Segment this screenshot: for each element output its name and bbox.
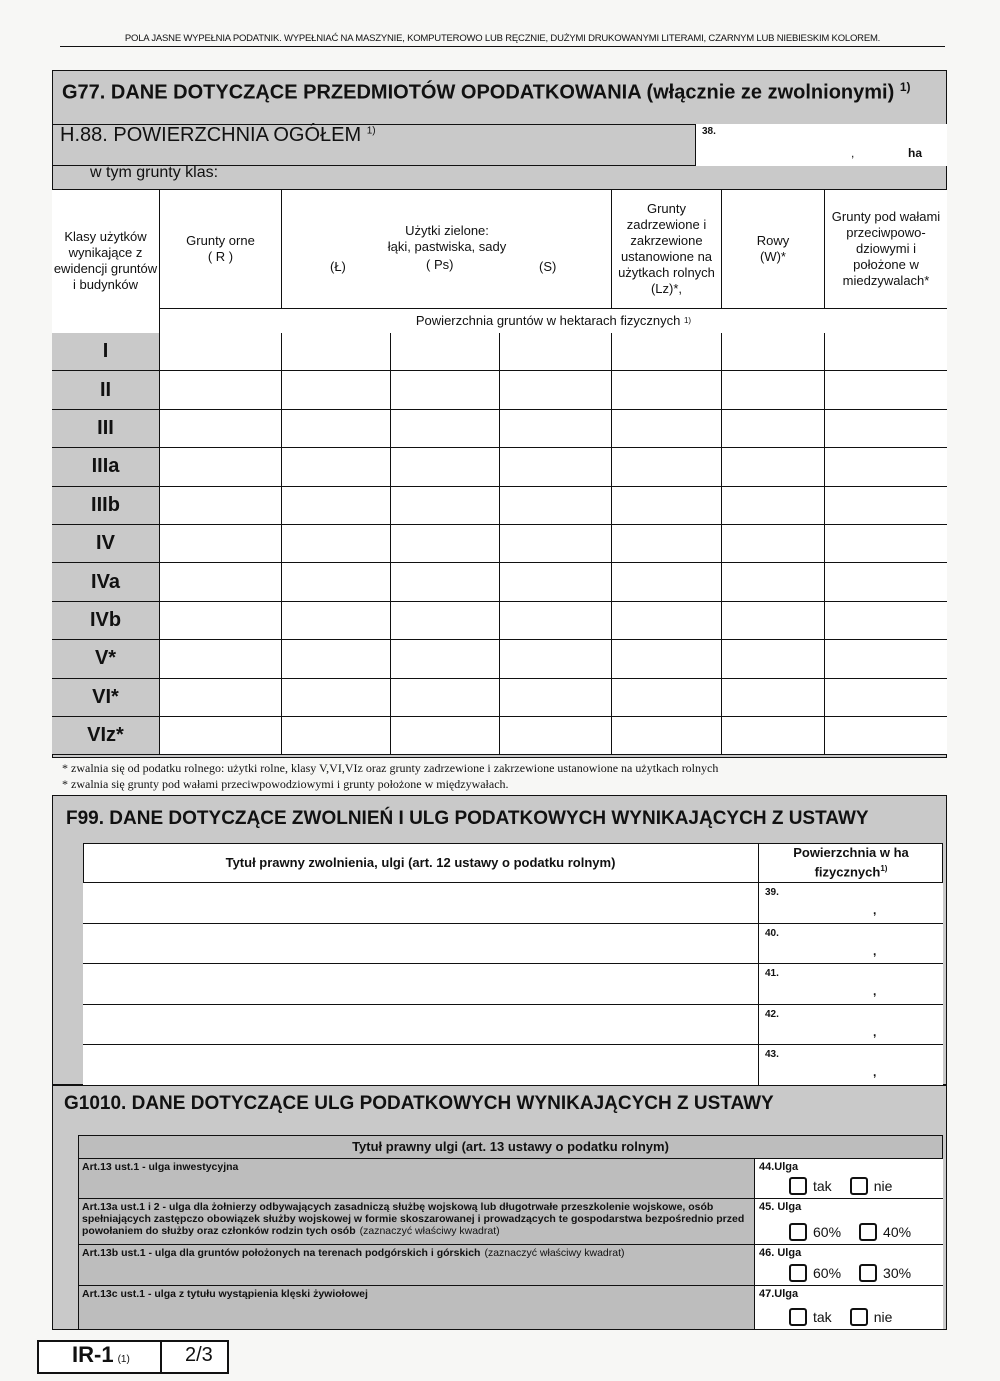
col-header-lz: Grunty zadrzewione i zakrzewione ustanowione na użytkach rolnych (Lz)*, — [612, 189, 722, 309]
area-input-orne[interactable] — [160, 333, 282, 371]
exemption-title-input[interactable] — [83, 1005, 759, 1046]
exemption-comma: , — [873, 903, 877, 917]
area-input-waly[interactable] — [825, 563, 947, 601]
area-input-s[interactable] — [500, 602, 612, 640]
area-input-lz[interactable] — [612, 717, 722, 755]
relief-title — [78, 1286, 755, 1330]
section-g77-title: G77. DANE DOTYCZĄCE PRZEDMIOTÓW OPODATKOWANIA (włącznie ze zwolnionymi) $^{1)}$ — [62, 80, 911, 104]
col-header-waly: Grunty pod wałami przeciwpowo- dziowymi i położone w miedzywalach* — [825, 189, 947, 309]
area-input-l[interactable] — [282, 487, 391, 525]
relief-choice — [755, 1159, 943, 1199]
w-tym-label: w tym grunty klas: — [90, 164, 219, 181]
col-header-rowy: Rowy (W)* — [722, 189, 825, 309]
relief-option-label: 60% — [813, 1265, 842, 1281]
relief-title — [78, 1245, 755, 1286]
relief-option-1[interactable] — [789, 1177, 832, 1195]
header-rule — [60, 46, 945, 47]
area-input-s[interactable] — [500, 487, 612, 525]
relief-option-2[interactable] — [850, 1177, 893, 1195]
relief-title-text: Art.13b ust.1 - ulga dla gruntów położonych na terenach podgórskich i górskich — [82, 1247, 481, 1259]
relief-option-2[interactable] — [859, 1223, 911, 1241]
area-input-l[interactable] — [282, 679, 391, 717]
class-label: IVa — [52, 563, 160, 601]
exemption-title-input[interactable] — [83, 883, 759, 924]
relief-title-text: Art.13c ust.1 - ulga z tytułu wystąpienia klęski żywiołowej — [82, 1288, 368, 1300]
class-label: V* — [52, 640, 160, 678]
area-input-l[interactable] — [282, 448, 391, 486]
area-input-ps[interactable] — [391, 640, 500, 678]
total-area-field[interactable] — [695, 124, 947, 166]
exemption-field-number: 42. — [765, 1008, 779, 1020]
area-input-orne[interactable] — [160, 410, 282, 448]
class-label: II — [52, 371, 160, 409]
footnote-1: * zwalnia się od podatku rolnego: użytki rolne, klasy V,VI,VIz oraz grunty zadrzewione i zakrzewione ustanowione na użytkach rolnych — [62, 761, 719, 775]
area-input-rowy[interactable] — [722, 371, 825, 409]
area-input-l[interactable] — [282, 333, 391, 371]
col-header-klasy: Klasy użytków wynikające z ewidencji gruntów i budynków — [52, 189, 160, 333]
area-input-ps[interactable] — [391, 563, 500, 601]
relief-field-number: 47.Ulga — [759, 1288, 799, 1300]
area-input-rowy[interactable] — [722, 679, 825, 717]
relief-note: (zaznaczyć właściwy kwadrat) — [359, 1225, 500, 1237]
exemption-title-input[interactable] — [83, 924, 759, 965]
area-input-ps[interactable] — [391, 487, 500, 525]
area-input-orne[interactable] — [160, 640, 282, 678]
exemption-area-input[interactable] — [759, 924, 943, 965]
area-input-ps[interactable] — [391, 679, 500, 717]
relief-field-number: 44.Ulga — [759, 1161, 799, 1173]
area-input-orne[interactable] — [160, 679, 282, 717]
section-g1010-title: G1010. DANE DOTYCZĄCE ULG PODATKOWYCH WYNIKAJĄCYCH Z USTAWY — [64, 1093, 774, 1114]
relief-choice — [755, 1199, 943, 1245]
relief-title-text: Art.13a ust.1 i 2 - ulga dla żołnierzy odbywających zasadniczą służbę wojskową lub długotrwałe przeszkolenie wojskowe, osób spełniających zastępczo obowiązek służby wojskowej w formie skoszarowanej i prowadzących te gospodarstwa bezpośrednio przed powołaniem do służby oraz członków rodzin tych osób — [82, 1201, 745, 1237]
area-input-s[interactable] — [500, 679, 612, 717]
area-input-l[interactable] — [282, 525, 391, 563]
area-input-waly[interactable] — [825, 371, 947, 409]
page-number: 2/3 — [185, 1344, 213, 1366]
area-input-orne[interactable] — [160, 371, 282, 409]
powierzchnia-header: Powierzchnia gruntów w hektarach fizycznych 1) — [415, 313, 692, 328]
area-input-rowy[interactable] — [722, 717, 825, 755]
checkbox[interactable] — [850, 1177, 868, 1195]
relief-title — [78, 1159, 755, 1199]
relief-title — [78, 1199, 755, 1245]
area-input-ps[interactable] — [391, 717, 500, 755]
area-input-waly[interactable] — [825, 525, 947, 563]
checkbox[interactable] — [850, 1308, 868, 1326]
area-input-lz[interactable] — [612, 333, 722, 371]
relief-option-label: tak — [813, 1309, 832, 1325]
relief-title-text: Art.13 ust.1 - ulga inwestycyjna — [82, 1161, 239, 1173]
area-input-l[interactable] — [282, 717, 391, 755]
class-label: VI* — [52, 679, 160, 717]
area-input-lz[interactable] — [612, 487, 722, 525]
exemption-field-number: 40. — [765, 927, 779, 939]
area-input-lz[interactable] — [612, 448, 722, 486]
exemption-field-number: 41. — [765, 968, 779, 980]
exemption-comma: , — [873, 1024, 877, 1039]
exemption-title-input[interactable] — [83, 1045, 759, 1086]
relief-option-label: tak — [813, 1178, 832, 1194]
area-input-orne[interactable] — [160, 602, 282, 640]
area-input-waly[interactable] — [825, 640, 947, 678]
area-input-lz[interactable] — [612, 640, 722, 678]
relief-field-number: 46. Ulga — [759, 1247, 802, 1259]
area-input-ps[interactable] — [391, 525, 500, 563]
total-area-comma: , — [851, 146, 855, 160]
relief-note: (zaznaczyć właściwy kwadrat) — [484, 1247, 625, 1259]
exemption-comma: , — [873, 1065, 877, 1080]
checkbox[interactable] — [789, 1308, 807, 1326]
area-input-l[interactable] — [282, 563, 391, 601]
zielone-sub: łąki, pastwiska, sady — [387, 239, 507, 254]
area-input-s[interactable] — [500, 563, 612, 601]
relief-choice — [755, 1245, 943, 1286]
form-code-divider — [160, 1340, 162, 1374]
area-input-lz[interactable] — [612, 563, 722, 601]
relief-options — [789, 1177, 910, 1200]
area-input-s[interactable] — [500, 640, 612, 678]
area-input-rowy[interactable] — [722, 410, 825, 448]
exemption-col-tytul: Tytuł prawny zwolnienia, ulgi (art. 12 ustawy o podatku rolnym) — [83, 843, 759, 883]
area-input-orne[interactable] — [160, 717, 282, 755]
zielone-code-l: (Ł) — [330, 259, 346, 274]
area-input-l[interactable] — [282, 640, 391, 678]
relief-option-label: 30% — [883, 1265, 912, 1281]
class-label: IVb — [52, 602, 160, 640]
header-notice: POLA JASNE WYPEŁNIA PODATNIK. WYPEŁNIAĆ NA MASZYNIE, KOMPUTEROWO LUB RĘCZNIE, DUŻYMI DRUKOWANYMI LITERAMI, CZARNYM LUB NIEBIESKIM KOLOREM. — [124, 33, 881, 44]
exemption-area-input[interactable] — [759, 964, 943, 1005]
checkbox[interactable] — [859, 1264, 877, 1282]
area-input-waly[interactable] — [825, 679, 947, 717]
area-input-s[interactable] — [500, 448, 612, 486]
relief-option-label: 60% — [813, 1224, 842, 1240]
area-input-rowy[interactable] — [722, 640, 825, 678]
area-input-rowy[interactable] — [722, 487, 825, 525]
area-input-l[interactable] — [282, 602, 391, 640]
exemption-title-input[interactable] — [83, 964, 759, 1005]
zielone-label: Użytki zielone: — [405, 223, 489, 238]
section-f99-title: F99. DANE DOTYCZĄCE ZWOLNIEŃ I ULG PODATKOWYCH WYNIKAJĄCYCH Z USTAWY — [66, 808, 869, 829]
area-input-waly[interactable] — [825, 410, 947, 448]
class-label: III — [52, 410, 160, 448]
exemption-field-number: 43. — [765, 1049, 779, 1061]
area-input-rowy[interactable] — [722, 563, 825, 601]
area-input-rowy[interactable] — [722, 448, 825, 486]
area-input-ps[interactable] — [391, 602, 500, 640]
checkbox[interactable] — [789, 1177, 807, 1195]
area-input-s[interactable] — [500, 717, 612, 755]
relief-option-2[interactable] — [859, 1264, 911, 1282]
class-label: IV — [52, 525, 160, 563]
relief-option-1[interactable] — [789, 1264, 841, 1282]
area-input-lz[interactable] — [612, 679, 722, 717]
area-input-orne[interactable] — [160, 487, 282, 525]
area-input-s[interactable] — [500, 410, 612, 448]
class-label: IIIa — [52, 448, 160, 486]
relief-options — [789, 1308, 910, 1331]
class-label: I — [52, 333, 160, 371]
relief-option-1[interactable] — [789, 1223, 841, 1241]
exemption-area-input[interactable] — [759, 883, 943, 924]
area-input-waly[interactable] — [825, 333, 947, 371]
area-input-ps[interactable] — [391, 371, 500, 409]
col-header-orne: Grunty orne ( R ) — [160, 189, 282, 309]
checkbox[interactable] — [789, 1264, 807, 1282]
footnote-2: * zwalnia się grunty pod wałami przeciwpowodziowymi i grunty położone w międzywałach. — [62, 777, 509, 791]
area-input-orne[interactable] — [160, 563, 282, 601]
area-input-s[interactable] — [500, 525, 612, 563]
area-input-waly[interactable] — [825, 602, 947, 640]
total-area-field-number: 38. — [702, 126, 716, 137]
exemption-col-pow: Powierzchnia w ha fizycznych$^{1)}$ — [759, 843, 943, 883]
area-input-orne[interactable] — [160, 525, 282, 563]
relief-option-label: nie — [873, 1178, 893, 1194]
relief-options — [789, 1223, 929, 1246]
relief-option-label: 40% — [883, 1224, 912, 1240]
area-input-s[interactable] — [500, 371, 612, 409]
area-input-ps[interactable] — [391, 448, 500, 486]
checkbox[interactable] — [859, 1223, 877, 1241]
area-input-ps[interactable] — [391, 333, 500, 371]
relief-option-2[interactable] — [850, 1308, 893, 1326]
area-input-lz[interactable] — [612, 525, 722, 563]
total-area-unit: ha — [908, 146, 923, 160]
area-input-waly[interactable] — [825, 487, 947, 525]
exemption-comma: , — [873, 984, 877, 999]
area-input-l[interactable] — [282, 410, 391, 448]
area-input-orne[interactable] — [160, 448, 282, 486]
relief-field-number: 45. Ulga — [759, 1201, 802, 1213]
relief-choice — [755, 1286, 943, 1330]
exemption-comma: , — [873, 943, 877, 958]
zielone-code-s: (S) — [539, 259, 557, 274]
area-input-waly[interactable] — [825, 448, 947, 486]
relief-option-label: nie — [873, 1309, 893, 1325]
exemption-area-input[interactable] — [759, 1005, 943, 1046]
area-input-rowy[interactable] — [722, 333, 825, 371]
class-label: IIIb — [52, 487, 160, 525]
total-area-label: H.88. POWIERZCHNIA OGÓŁEM $^{1)}$ — [60, 124, 376, 146]
area-input-waly[interactable] — [825, 717, 947, 755]
area-input-rowy[interactable] — [722, 602, 825, 640]
exemption-field-number: 39. — [765, 887, 779, 898]
area-input-lz[interactable] — [612, 410, 722, 448]
relief-option-1[interactable] — [789, 1308, 832, 1326]
exemption-area-input[interactable] — [759, 1045, 943, 1086]
relief-col-tytul: Tytuł prawny ulgi (art. 13 ustawy o podatku rolnym) — [78, 1135, 943, 1159]
checkbox[interactable] — [789, 1223, 807, 1241]
relief-options — [789, 1264, 929, 1287]
col-header-zielone — [282, 189, 612, 309]
area-input-rowy[interactable] — [722, 525, 825, 563]
form-code: IR-1 (1) — [72, 1342, 130, 1367]
area-input-s[interactable] — [500, 333, 612, 371]
area-input-ps[interactable] — [391, 410, 500, 448]
class-label: VIz* — [52, 717, 160, 755]
zielone-code-ps: ( Ps) — [426, 257, 454, 272]
area-input-lz[interactable] — [612, 371, 722, 409]
area-input-l[interactable] — [282, 371, 391, 409]
area-input-lz[interactable] — [612, 602, 722, 640]
